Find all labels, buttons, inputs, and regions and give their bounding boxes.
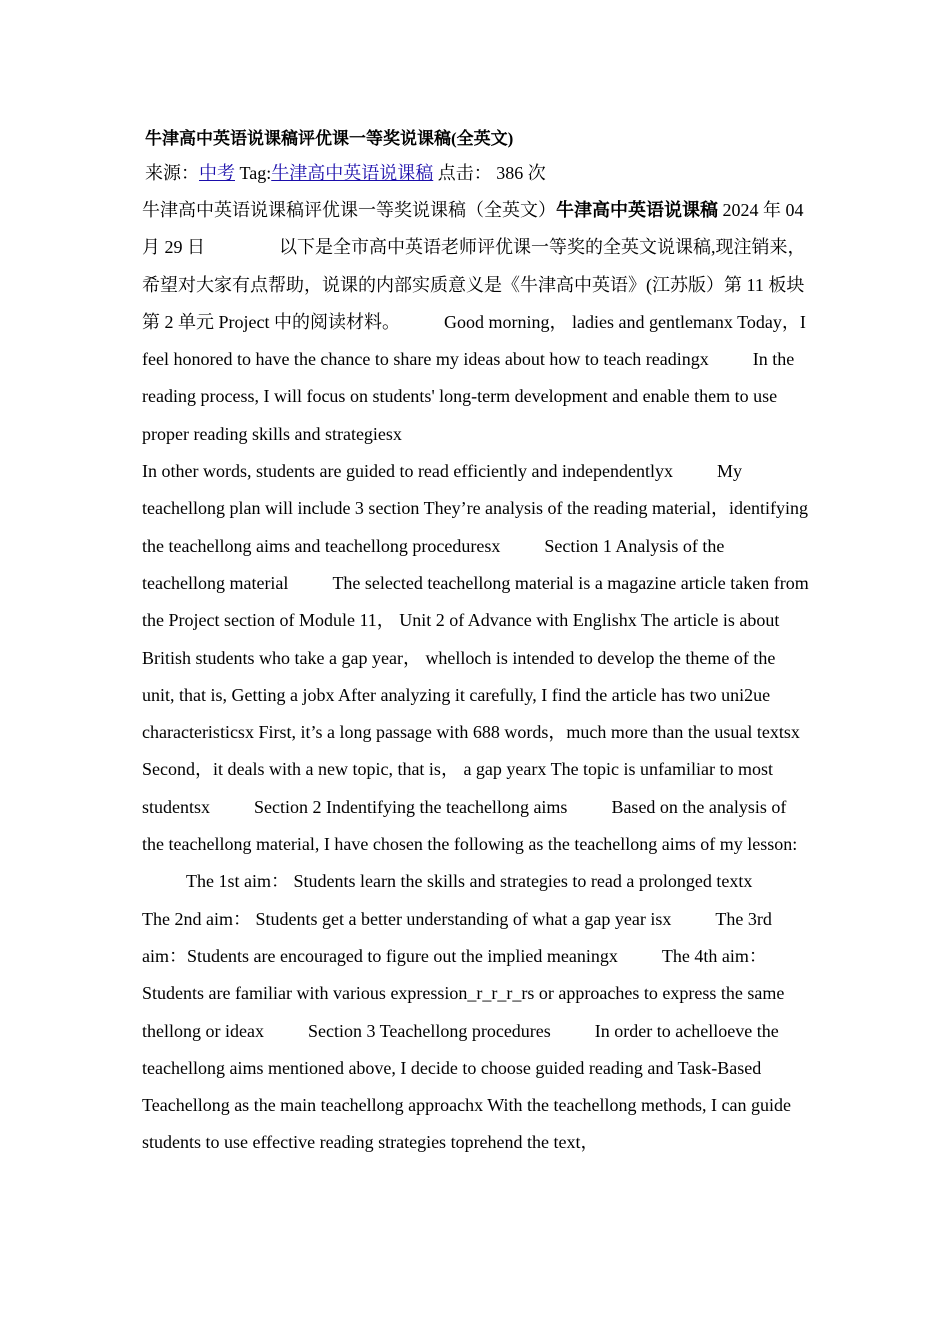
paragraph-reading-process: In the reading process, I will focus on students' long-term development and enable them to use proper reading skills and strategiesx (142, 349, 795, 444)
aim-3: The 3rd aim：Students are encouraged to figure out the implied meaningx (142, 908, 772, 966)
publish-date: 2024 年 04 月 29 日 (142, 200, 804, 258)
tag-link[interactable]: 牛津高中英语说课稿 (271, 163, 434, 183)
meta-line (145, 159, 546, 185)
paragraph-aims-intro: Based on the analysis of the teachellong material, I have chosen the following as the teachellong aims of my lesson: (142, 796, 798, 855)
document-title: 牛津高中英语说课稿评优课一等奖说课稿(全英文) (145, 129, 514, 148)
article-body (142, 192, 810, 1162)
intro-bold-title: 牛津高中英语说课稿 (556, 200, 718, 220)
aim-2: The 2nd aim： Students get a better understanding of what a gap year isx (142, 908, 672, 929)
aim-1: The 1st aim： Students learn the skills and strategies to read a prolonged textx (186, 871, 753, 892)
paragraph-plan: My teachellong plan will include 3 section They’re analysis of the reading material，identifying the teachellong aims and teachellong proceduresx (142, 461, 808, 556)
source-label: 来源： (145, 163, 199, 183)
intro-text: 以下是全市高中英语老师评优课一等奖的全英文说课稿,现注销来，希望对大家有点帮助，说课的内部实质意义是《牛津高中英语》(江苏版）第 11 板块第 2 单元 Project 中的阅读材料。 (142, 237, 806, 332)
paragraph-greeting: Good morning， ladies and gentlemanx Today，I feel honored to have the chance to share my ideas about how to teach readingx (142, 311, 806, 370)
section-1-heading: Section 1 Analysis of the teachellong material (142, 535, 725, 593)
section-3-heading: Section 3 Teachellong procedures (307, 1020, 551, 1041)
paragraph-in-other-words: In other words, students are guided to read efficiently and independentlyx (142, 461, 674, 482)
paragraph-material: The selected teachellong material is a magazine article taken from the Project section of Module 11， Unit 2 of Advance with Englishx The article is about British students who take a gap year， whelloch is intended to develop the theme of the unit, that is, Getting a jobx After analyzing it carefully, I find the article has two uni2ue characteristicsx First, it’s a long passage with 688 words，much more than the usual textsx Second，it deals with a new topic, that is， a gap yearx The topic is unfamiliar to most studentsx (142, 572, 809, 817)
source-link[interactable]: 中考 (199, 163, 235, 183)
paragraph-procedures: In order to achelloeve the teachellong aims mentioned above, I decide to choose guided reading and Task-Based Teachellong as the main teachellong approachx With the teachellong methods, I can guide students to use effective reading strategies toprehend the text， (142, 1020, 791, 1153)
clicks-label: 点击： (433, 163, 492, 183)
intro-title: 牛津高中英语说课稿评优课一等奖说课稿（全英文） (142, 200, 556, 220)
section-2-heading: Section 2 Indentifying the teachellong aims (254, 796, 568, 817)
tag-label: Tag: (235, 163, 272, 183)
clicks-count: 386 次 (491, 163, 546, 183)
aim-4: The 4th aim：Students are familiar with various expression_r_r_r_rs or approaches to express the same thellong or ideax (142, 945, 785, 1041)
